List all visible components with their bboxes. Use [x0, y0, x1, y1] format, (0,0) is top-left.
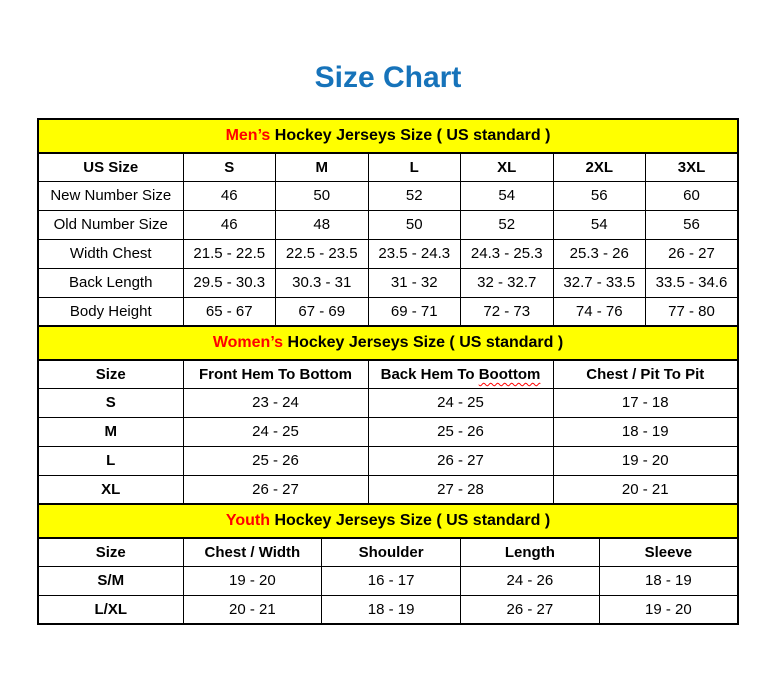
column-header: Size [38, 360, 183, 388]
row-label: Width Chest [38, 239, 183, 268]
mens-banner-title: Hockey Jerseys Size ( US standard ) [270, 127, 551, 144]
row-label: Old Number Size [38, 210, 183, 239]
page-title: Size Chart [314, 61, 462, 94]
row-label: XL [38, 475, 183, 504]
row-label: S [38, 388, 183, 417]
cell-value: 25.3 - 26 [553, 239, 646, 268]
cell-value: 20 - 21 [183, 595, 322, 624]
cell-value: 60 [646, 181, 739, 210]
table-row [38, 475, 738, 504]
womens-banner-highlight: Women’s [212, 334, 284, 351]
cell-value: 24.3 - 25.3 [461, 239, 554, 268]
size-chart-tables [37, 118, 737, 625]
cell-value: 54 [461, 181, 554, 210]
table-row [38, 566, 738, 595]
table-row [38, 417, 738, 446]
table-row [38, 446, 738, 475]
mens-header-row [38, 153, 738, 181]
row-label: L [38, 446, 183, 475]
table-row [38, 297, 738, 326]
cell-value: 54 [553, 210, 646, 239]
cell-value: 77 - 80 [646, 297, 739, 326]
table-row [38, 210, 738, 239]
column-header: 2XL [553, 153, 646, 181]
youth-header-row [38, 538, 738, 566]
column-header: Shoulder [322, 538, 461, 566]
cell-value: 30.3 - 31 [276, 268, 369, 297]
cell-value: 33.5 - 34.6 [646, 268, 739, 297]
mens-section-banner [38, 119, 738, 153]
column-header: US Size [38, 153, 183, 181]
cell-value: 52 [368, 181, 461, 210]
cell-value: 65 - 67 [183, 297, 276, 326]
cell-value: 26 - 27 [368, 446, 553, 475]
mens-size-table [37, 118, 739, 327]
column-header: XL [461, 153, 554, 181]
cell-value: 46 [183, 181, 276, 210]
cell-value: 56 [553, 181, 646, 210]
cell-value: 19 - 20 [553, 446, 738, 475]
cell-value: 32.7 - 33.5 [553, 268, 646, 297]
cell-value: 23 - 24 [183, 388, 368, 417]
cell-value: 21.5 - 22.5 [183, 239, 276, 268]
cell-value: 18 - 19 [553, 417, 738, 446]
column-header [368, 360, 553, 388]
misspelled-word: Boottom [478, 365, 541, 383]
cell-value: 50 [368, 210, 461, 239]
table-row [38, 268, 738, 297]
cell-value: 26 - 27 [646, 239, 739, 268]
row-label: Body Height [38, 297, 183, 326]
youth-banner-cell [38, 504, 738, 538]
cell-value: 72 - 73 [461, 297, 554, 326]
cell-value: 29.5 - 30.3 [183, 268, 276, 297]
column-header: 3XL [646, 153, 739, 181]
column-header: Sleeve [599, 538, 738, 566]
column-header: Front Hem To Bottom [183, 360, 368, 388]
mens-banner-cell [38, 119, 738, 153]
row-label: Back Length [38, 268, 183, 297]
table-row [38, 388, 738, 417]
cell-value: 24 - 25 [183, 417, 368, 446]
cell-value: 24 - 25 [368, 388, 553, 417]
cell-value: 31 - 32 [368, 268, 461, 297]
column-header: Chest / Pit To Pit [553, 360, 738, 388]
cell-value: 74 - 76 [553, 297, 646, 326]
youth-size-table [37, 503, 739, 625]
row-label: S/M [38, 566, 183, 595]
cell-value: 19 - 20 [599, 595, 738, 624]
column-header: L [368, 153, 461, 181]
column-header: Size [38, 538, 183, 566]
youth-section-banner [38, 504, 738, 538]
column-header: Length [461, 538, 600, 566]
cell-value: 16 - 17 [322, 566, 461, 595]
cell-value: 24 - 26 [461, 566, 600, 595]
cell-value: 18 - 19 [322, 595, 461, 624]
row-label: M [38, 417, 183, 446]
cell-value: 18 - 19 [599, 566, 738, 595]
womens-header-row [38, 360, 738, 388]
column-header-text: Back Hem To [380, 365, 479, 383]
cell-value: 26 - 27 [461, 595, 600, 624]
cell-value: 32 - 32.7 [461, 268, 554, 297]
youth-banner-highlight: Youth [225, 512, 271, 529]
cell-value: 67 - 69 [276, 297, 369, 326]
cell-value: 25 - 26 [183, 446, 368, 475]
youth-banner-title: Hockey Jerseys Size ( US standard ) [270, 512, 551, 529]
cell-value: 48 [276, 210, 369, 239]
table-row [38, 595, 738, 624]
womens-size-table [37, 325, 739, 505]
womens-section-banner [38, 326, 738, 360]
cell-value: 26 - 27 [183, 475, 368, 504]
womens-banner-title: Hockey Jerseys Size ( US standard ) [283, 334, 564, 351]
cell-value: 25 - 26 [368, 417, 553, 446]
cell-value: 17 - 18 [553, 388, 738, 417]
cell-value: 52 [461, 210, 554, 239]
cell-value: 50 [276, 181, 369, 210]
table-row [38, 239, 738, 268]
column-header: S [183, 153, 276, 181]
cell-value: 22.5 - 23.5 [276, 239, 369, 268]
cell-value: 23.5 - 24.3 [368, 239, 461, 268]
table-row [38, 181, 738, 210]
cell-value: 56 [646, 210, 739, 239]
column-header: Chest / Width [183, 538, 322, 566]
womens-banner-cell [38, 326, 738, 360]
cell-value: 20 - 21 [553, 475, 738, 504]
cell-value: 19 - 20 [183, 566, 322, 595]
row-label: New Number Size [38, 181, 183, 210]
row-label: L/XL [38, 595, 183, 624]
cell-value: 69 - 71 [368, 297, 461, 326]
column-header: M [276, 153, 369, 181]
cell-value: 46 [183, 210, 276, 239]
mens-banner-highlight: Men’s [225, 127, 271, 144]
cell-value: 27 - 28 [368, 475, 553, 504]
